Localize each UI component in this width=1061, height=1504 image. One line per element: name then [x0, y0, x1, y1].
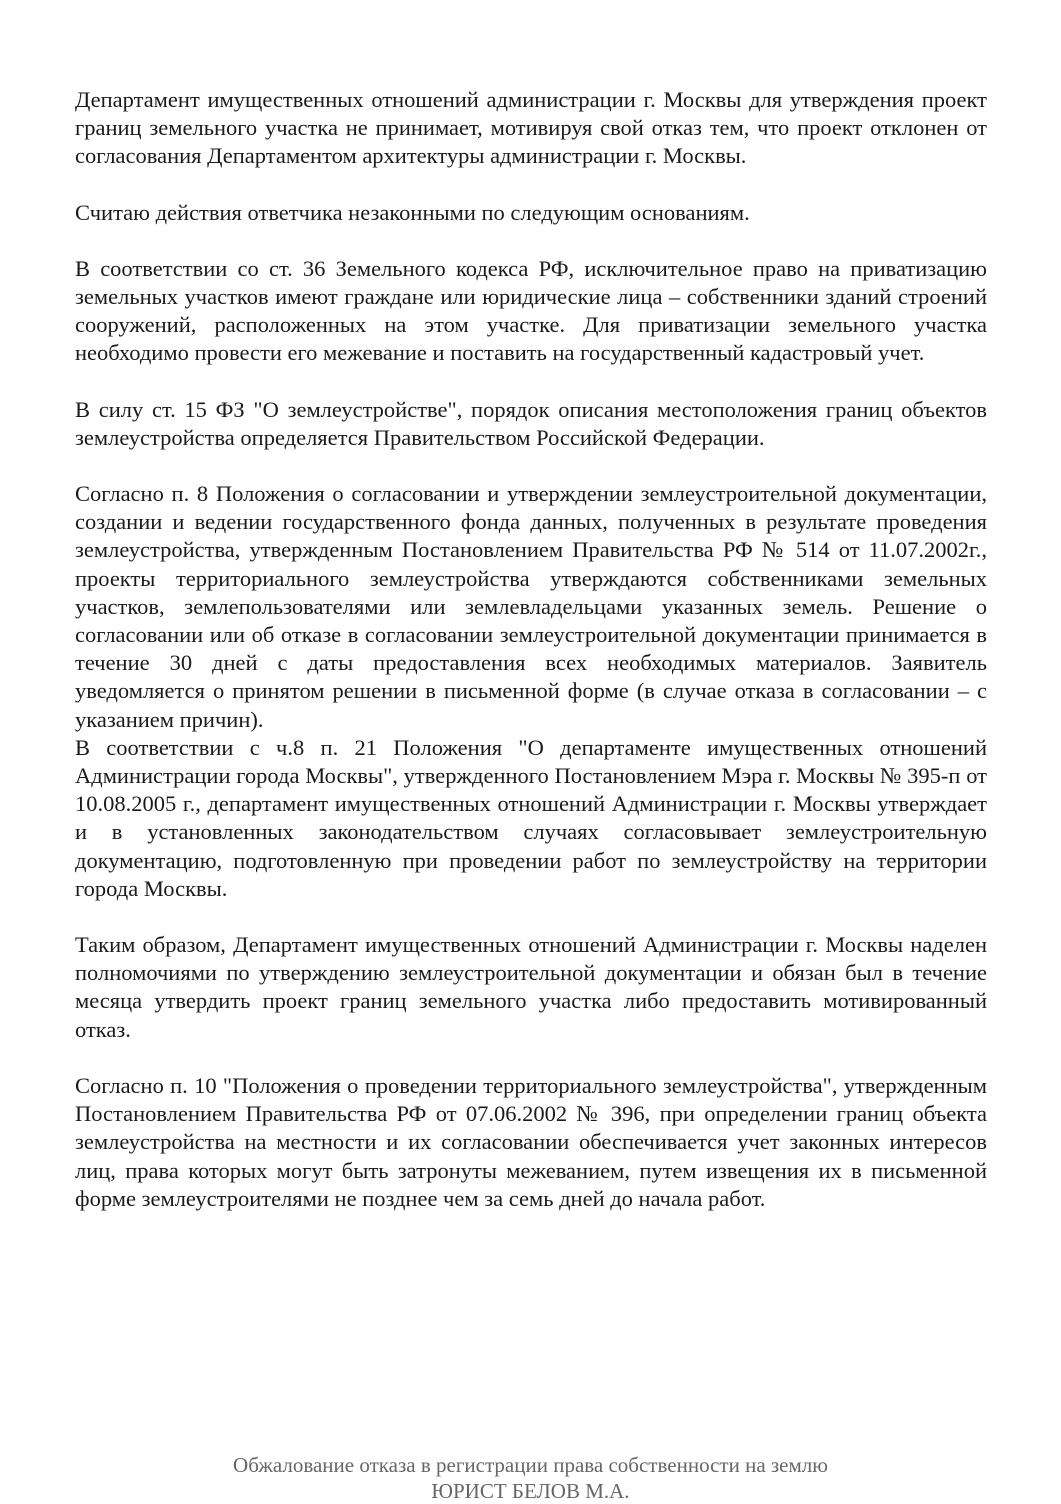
paragraph-department-regulation: В соответствии с ч.8 п. 21 Положения "О департаменте имущественных отношений Администрации города Москвы", утвержденного Постановлением Мэра г. Москвы № 395-п от 10.08.2005 г., департамент имущественных отношений Администрации г. Москвы утверждает и в установленных законодательством случаях согласовывает землеустроительную документацию, подготовленную при проведении работ по землеустройству на территории города Москвы.	[75, 734, 987, 901]
paragraph-land-code: В соответствии со ст. 36 Земельного кодекса РФ, исключительное право на приватизацию земельных участков имеют граждане или юридические лица – собственники зданий строений сооружений, расположенных на этом участке. Для приватизации земельного участка необходимо провести его межевание и поставить на государственный кадастровый учет.	[75, 255, 987, 366]
paragraph-conclusion: Таким образом, Департамент имущественных отношений Администрации г. Москвы наделен полномочиями по утверждению землеустроительной документации и обязан был в течение месяца утвердить проект границ земельного участка либо предоставить мотивированный отказ.	[75, 932, 987, 1042]
paragraph-refusal: Департамент имущественных отношений администрации г. Москвы для утверждения проект границ земельного участка не принимает, мотивируя свой отказ тем, что проект отклонен от согласования Департаментом архитектуры администрации г. Москвы.	[75, 87, 987, 169]
page-footer	[0, 1452, 1061, 1504]
paragraph-claim: Считаю действия ответчика незаконными по следующим основаниям.	[75, 199, 750, 225]
paragraph-regulation-396: Согласно п. 10 "Положения о проведении территориального землеустройства", утвержденным Постановлением Правительства РФ от 07.06.2002 № 396, при определении границ объекта землеустройства на местности и их согласовании обеспечивается учет законных интересов лиц, права которых могут быть затронуты межеванием, путем извещения их в письменной форме землеустроителями не позднее чем за семь дней до начала работ.	[75, 1072, 987, 1211]
footer-author: ЮРИСТ БЕЛОВ М.А.	[431, 1479, 630, 1503]
paragraph-regulation-514: Согласно п. 8 Положения о согласовании и утверждении землеустроительной документации, создании и ведении государственного фонда данных, полученных в результате проведения землеустройства, утвержденным Постановлением Правительства РФ № 514 от 11.07.2002г., проекты территориального землеустройства утверждаются собственниками земельных участков, землепользователями или землевладельцами указанных земель. Решение о согласовании или об отказе в согласовании землеустроительной документации принимается в течение 30 дней с даты предоставления всех необходимых материалов. Заявитель уведомляется о принятом решении в письменной форме (в случае отказа в согласовании – с указанием причин).	[75, 481, 987, 732]
footer-title: Обжалование отказа в регистрации права собственности на землю	[233, 1453, 828, 1477]
paragraph-land-law: В силу ст. 15 ФЗ "О землеустройстве", порядок описания местоположения границ объектов землеустройства определяется Правительством Российской Федерации.	[75, 396, 987, 450]
document-body	[75, 86, 987, 1241]
